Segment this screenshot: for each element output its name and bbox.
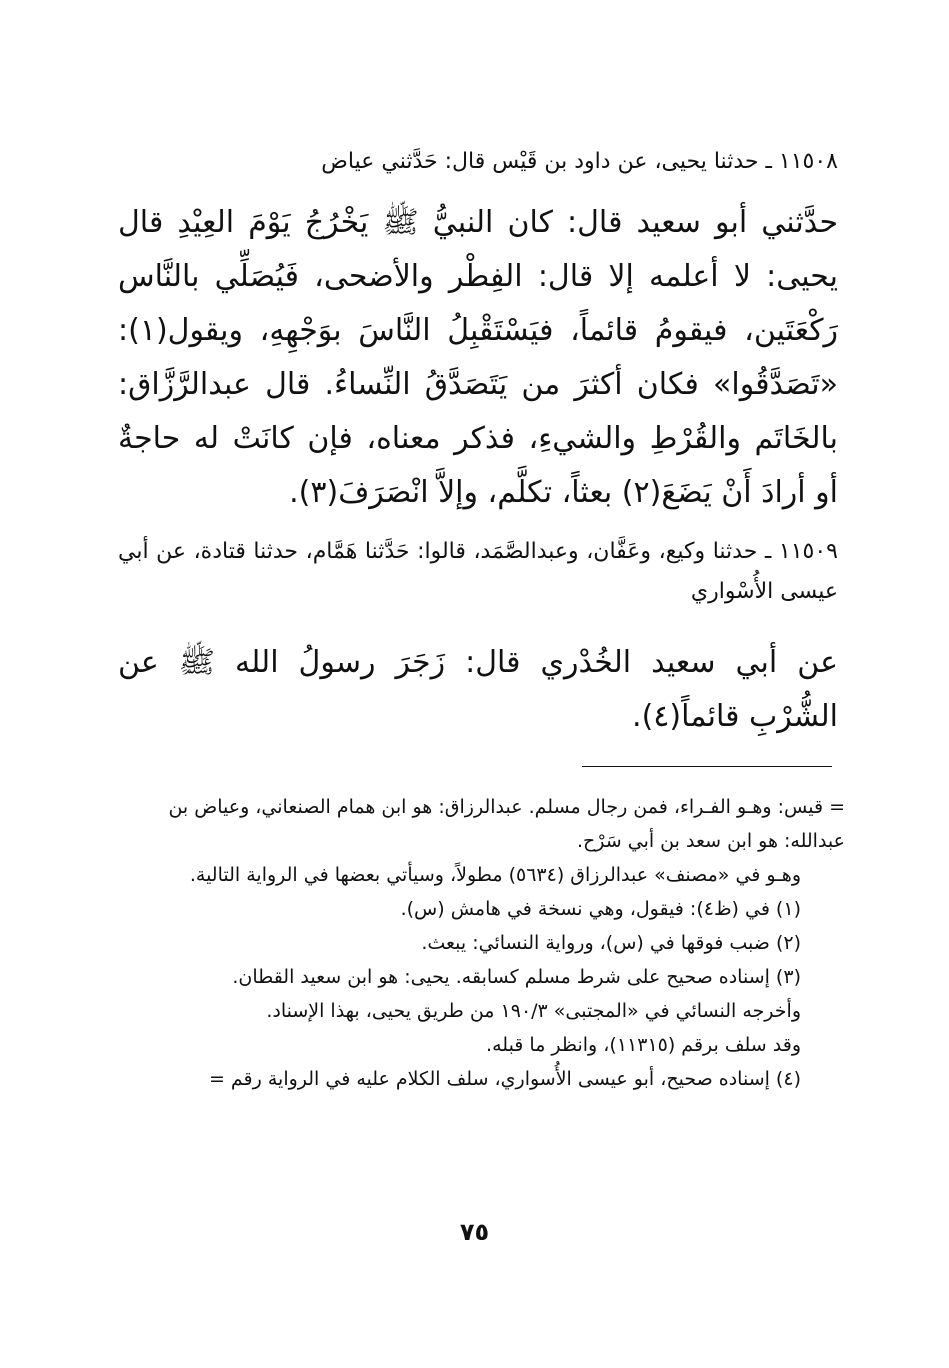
hadith-11508-matn: حدَّثني أبو سعيد قال: كان النبيُّ ﷺ يَخْرُجُ يَوْمَ العِيْدِ قال يحيى: لا أعلمه إلا قال: الفِطْر والأضحى، فَيُصَلِّي بالنَّاس رَكْعَتَين، فيقومُ قائماً، فيَسْتَقْبِلُ النَّاسَ بوَجْهِهِ، ويقول(١): «تَصَدَّقُوا» فكان أكثرَ من يَتَصَدَّقُ النِّساءُ. قال عبدالرَّزَّاق: بالخَاتَم والقُرْطِ والشيءِ، فذكر معناه، فإن كانَتْ له حاجةٌ أو أرادَ أَنْ يَضَعَ(٢) بعثاً، تكلَّم، وإلاَّ انْصَرَفَ(٣). bbox=[118, 205, 838, 510]
footnote-continuation-2: وهـو في «مصنف» عبدالرزاق (٥٦٣٤) مطولاً، وسيأتي بعضها في الرواية التالية. bbox=[189, 864, 801, 886]
footnote-3-line-2: وأخرجه النسائي في «المجتبى» ١٩٠/٣ من طريق يحيى، بهذا الإسناد. bbox=[266, 1000, 801, 1022]
footnote-continuation: = قيس: وهـو الفـراء، فمن رجال مسلم. عبدالرزاق: هو ابن همام الصنعاني، وعياض بن عبدالله: هو ابن سعد بن أبي سَرْح. bbox=[168, 796, 845, 852]
hadith-11509-sanad: ١١٥٠٩ ـ حدثنا وكيع، وعَفَّان، وعبدالصَّمَد، قالوا: حَدَّثنا هَمَّام، حدثنا قتادة، عن أبي عيسى الأُسْواري bbox=[118, 539, 838, 604]
hadith-11509-matn: عن أبي سعيد الخُدْري قال: زَجَرَ رسولُ الله ﷺ عن الشُّرْبِ قائماً(٤). bbox=[118, 645, 838, 734]
footnote-4: (٤) إسناده صحيح، أبو عيسى الأُسواري، سلف الكلام عليه في الرواية رقم = bbox=[208, 1068, 801, 1090]
footnote-3: (٣) إسناده صحيح على شرط مسلم كسابقه. يحيى: هو ابن سعيد القطان. bbox=[232, 966, 801, 988]
footnote-divider bbox=[582, 766, 832, 767]
footnote-2: (٢) ضبب فوقها في (س)، ورواية النسائي: يبعث. bbox=[421, 932, 801, 954]
footnote-1: (١) في (ظ٤): فيقول، وهي نسخة في هامش (س). bbox=[400, 898, 801, 920]
page-number: ٧٥ bbox=[459, 1218, 490, 1246]
footnotes bbox=[110, 790, 845, 1096]
hadith-11508-sanad: ١١٥٠٨ ـ حدثنا يحيى، عن داود بن قَيْس قال: حَدَّثني عياض bbox=[321, 149, 838, 174]
footnote-3-line-3: وقد سلف برقم (١١٣١٥)، وانظر ما قبله. bbox=[486, 1034, 801, 1056]
